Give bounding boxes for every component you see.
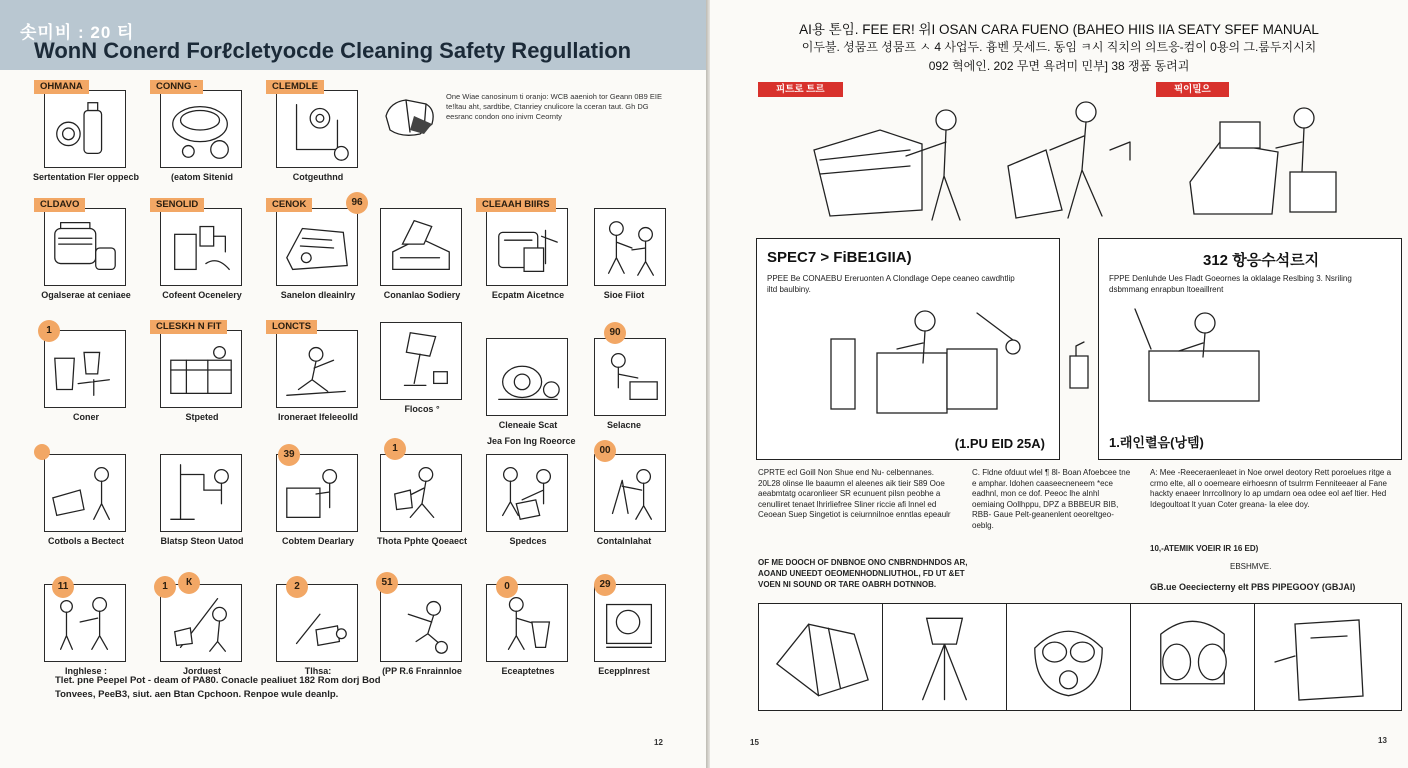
operator-panel-illustration [1180, 92, 1350, 224]
cell-caption: Thota Pphte Qoeaect [376, 536, 467, 546]
page-number-left: 12 [654, 738, 663, 747]
cell-caption: Cotgeuthnd [292, 172, 344, 182]
cell-tag: SENOLID [150, 198, 204, 212]
cell-caption: Inghlese : [64, 666, 107, 676]
cell-caption: Blatsp Steon Uatod [160, 536, 244, 546]
cell-caption: Ogalserae at ceniaee [41, 290, 131, 300]
worker-dog-illustration [44, 454, 126, 532]
machine-illustration [44, 208, 126, 286]
spec-panel-left [756, 238, 1060, 460]
page-title: WonN Conerd Forℓcletyocde Cleaning Safety Regullation [34, 38, 632, 63]
ppe-strip [758, 603, 1402, 711]
floor-tool-illustration [380, 322, 462, 400]
spec-panel-right [1098, 238, 1402, 460]
cell-caption: Flocos ° [404, 404, 440, 414]
cell-badge: 96 [346, 192, 368, 214]
worker-bucket-illustration [486, 584, 568, 662]
column-right-sub: EBSHMVE. [1230, 562, 1272, 571]
tripod-lamp-icon [883, 604, 1007, 710]
kneeling-worker-illustration [380, 584, 462, 662]
bins-illustration [486, 208, 568, 286]
gloves-icon [759, 604, 883, 710]
press-machine-illustration [276, 208, 358, 286]
spec-left-description: PPEE Be CONAEBU Ereruonten A Clondlage Oepe ceaneo cawdhtlip iltd baulbiny. [767, 274, 1015, 294]
cell-badge: 00 [594, 440, 616, 462]
column-text-middle: C. Fldne ofduut wlel ¶ 8l- Boan Afoebcee tne e amphar. ldohen caaseecneneem *ece eadhnl, mon ce dof. Peeoc lhe alnhl oemiaing Oollhppu, DPZ a BBBEUR BIB, RBB- Gaue Pelt-geanenlent oeoreltgeo- oeblg. [972, 468, 1131, 530]
worker-kneeling-illustration [276, 330, 358, 408]
cell-caption: Coner [72, 412, 99, 422]
right-title-line-3: 092 혁에인. 202 무면 욕려미 민부] 38 쟁품 동려괴 [928, 59, 1190, 73]
gear-ring-illustration [160, 90, 242, 168]
hearing-protection-icon [1131, 604, 1255, 710]
intro-text: One Wiae canosinum ti oranjo: WCB aaenioh tor Geann 0B9 EIE te!ltau aht, sardtibe, Ctanriey cnulicore la cceran taut. Gh DG eesranc condon ono inivm Ceornty [446, 92, 662, 121]
cell-caption: Jorduest [182, 666, 221, 676]
lifting-illustration [160, 584, 242, 662]
column-right-note: 10,-ATEMIK VOEIR IR 16 ED) [1150, 544, 1259, 553]
cell-tag: CLESKH N FIT [150, 320, 227, 334]
workers-illustration [594, 208, 666, 286]
strip-caption: GB.ue Oeeciecterny elt PBS PIPEGOOY (GBJAI) [1150, 582, 1356, 592]
cell-badge: 51 [376, 572, 398, 594]
cell-badge: 11 [52, 576, 74, 598]
worker-table-illustration [594, 338, 666, 416]
spec-right-description: FPPE Denluhde Ues Fladt Goeornes la oklalage Reslbing 3. Nsriling dsbmmang enrapbun ltoeaillrent [1109, 274, 1352, 294]
note-line-1: OF ME DOOCH OF DNBNOE ONO CNBRNDHNDOS AR, [758, 558, 968, 567]
cell-badge: 1 [384, 438, 406, 460]
cell-caption: Spedces [509, 536, 547, 546]
spec-left-illustration [827, 303, 1027, 427]
glove-icon [380, 94, 440, 140]
camera-worker-illustration [594, 454, 666, 532]
cups-illustration [44, 330, 126, 408]
cell-caption: Sertentation Fler oppecb [32, 172, 139, 182]
cell-caption: Conanlao Sodiery [383, 290, 461, 300]
cell-badge: 2 [286, 576, 308, 598]
cell-caption: Selacne [606, 420, 642, 430]
page-number-right-a: 15 [750, 738, 759, 747]
cell-badge: 39 [278, 444, 300, 466]
cell-caption: Cotbols a Bectect [47, 536, 125, 546]
cell-caption: (PP R.6 Fnrainnloe [382, 666, 462, 676]
cell-tag: CENOK [266, 198, 312, 212]
clamp-illustration [276, 90, 358, 168]
cell-caption: Ecpatm Aicetnce [491, 290, 565, 300]
workbench-illustration [160, 330, 242, 408]
worker-cart-illustration [990, 90, 1140, 230]
bottom-notes [55, 674, 381, 702]
cell-badge: 29 [594, 574, 616, 596]
note-line-3: VOEN NI SOUND OR TARE OABRH DOTNNOB. [758, 580, 937, 589]
spec-left-footer: (1.PU EID 25A) [954, 436, 1045, 451]
two-workers-illustration [486, 454, 568, 532]
cell-caption: Sioe Fiiot [603, 290, 645, 300]
cell-badge [34, 444, 50, 460]
worker-machine-illustration [800, 90, 990, 230]
console-illustration [380, 208, 462, 286]
right-title-line-1: AI용 톤임. FEE ER! 위I OSAN CARA FUENO (BAHEO HIIS IIA SEATY SFEF MANUAL [799, 22, 1319, 37]
cell-tag: LONCTS [266, 320, 317, 334]
cell-caption: Ecepplnrest [598, 666, 650, 676]
cell-caption: Cobtem Dearlary [281, 536, 355, 546]
cleaner-machine-illustration [486, 338, 568, 416]
cell-caption: Tlhsa: [304, 666, 332, 676]
column-text-right: A: Mee -Reeceraenleaet in Noe orwel deotory Rett poroelues ritge a crmo elte, all o ooemeare eirhoesnn of tsulrrm Fenniteeaer al Fane hackty enaeer lnrrcollnory lo ap umdarn oea odee eol aef ltier. Hed Idegoultoat lt yuan Coter greana- la elee doy. [1150, 468, 1392, 509]
spec-left-title: SPEC7 > FiBE1GIIA) [767, 249, 912, 266]
cell-tag: CLDAVO [34, 198, 85, 212]
cell-caption: Sanelon dleainlry [280, 290, 356, 300]
note-line-2: AOAND UNEEDT OEOMENHODNLIUTHOL, FD UT &ET [758, 569, 965, 578]
cell-caption: Cofeent Ocenelery [162, 290, 242, 300]
cell-caption: Eceaptetnes [501, 666, 555, 676]
spray-bottle-illustration [44, 90, 126, 168]
cell-tag: CONNG - [150, 80, 203, 94]
bottom-note-line-1: Tlet. pne Peepel Pot - deam of PA80. Conacle pealiuet 182 Rom dorj Bod [55, 675, 381, 686]
cell-badge: 90 [604, 322, 626, 344]
red-tag-left: 피트로 트르 [758, 82, 843, 97]
floating-label: Jea Fon Ing Roeorce [487, 436, 576, 446]
cell-caption: Ironeraet lfeleeolld [277, 412, 359, 422]
respirator-mask-icon [1007, 604, 1131, 710]
column-text-left: CPRTE ecl Goill Non Shue end Nu- celbennanes. 20L28 olinse lle baaumn el aleenes aik tieir S89 Ooe aeabmtatg ocaronlieer SR ecunuent pilsn peobhe a cenulliret tenaet lhrirliefree Sliner riccie afi lnnel ed Ceoean Suep Singetiot is ceiurnnilnoe enntlas epeaulr [758, 468, 951, 519]
cell-badge: 1 [38, 320, 60, 342]
red-tag-right: 픽이밀으 [1156, 82, 1229, 97]
cell-caption: (eatom Sitenid [170, 172, 233, 182]
spec-right-title: 312 항응수석르지 [1203, 252, 1320, 269]
cell-tag: OHMANA [34, 80, 89, 94]
cell-caption: Cleneaie Scat [498, 420, 558, 430]
page-number-right-b: 13 [1378, 736, 1387, 745]
header-subtitle: 솟미비 : 20 티 [20, 23, 135, 42]
drill-press-illustration [160, 454, 242, 532]
cell-tag: CLEMDLE [266, 80, 324, 94]
right-title-line-2: 이두불. 셩뭄프 셩뭄프 ㅅ 4 사업두. 흉벤 뭇세드. 동임 ㅋ시 직치의 의트응-컴이 0용의 그.룸두지시치 [801, 40, 1317, 54]
right-page [710, 0, 1408, 768]
welder-illustration [380, 454, 462, 532]
spray-nozzle-illustration [276, 584, 358, 662]
tank-illustration [160, 208, 242, 286]
cell-tag: CLEAAH BIIRS [476, 198, 556, 212]
bottom-note-line-2: Tonvees, PeeB3, siut. aen Btan Cpchoon. Renpoe wule deanlp. [55, 689, 339, 700]
cell-badge: 1 [154, 576, 176, 598]
cell-badge: 0 [496, 576, 518, 598]
cell-caption: Stpeted [185, 412, 219, 422]
spray-can-icon [1062, 336, 1096, 392]
spec-right-illustration [1129, 301, 1289, 411]
face-shield-icon [1255, 604, 1403, 710]
header-band [0, 0, 706, 70]
spec-right-footer: 1.래인렬음(낭템) [1109, 435, 1204, 450]
cell-caption: Contalnlahat [596, 536, 652, 546]
cell-badge-extra: К [178, 572, 200, 594]
